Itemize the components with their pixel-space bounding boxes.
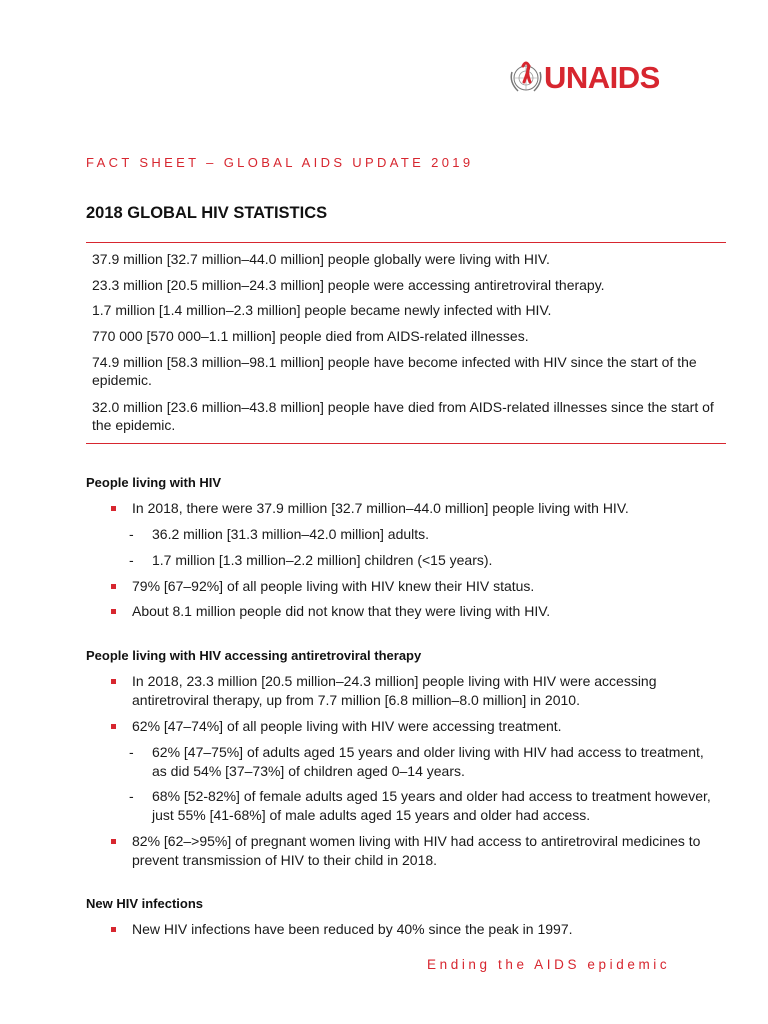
list-item: About 8.1 million people did not know that they were living with HIV. <box>132 603 551 619</box>
page-title: 2018 GLOBAL HIV STATISTICS <box>86 204 328 222</box>
sub-list-item: 68% [52-82%] of female adults aged 15 years and older had access to treatment however, just 55% [41-68%] of male adults aged 15 years and older had access. <box>152 788 711 823</box>
sub-list-item: 62% [47–75%] of adults aged 15 years and older living with HIV had access to treatment, as did 54% [37–73%] of children aged 0–14 years. <box>152 744 704 779</box>
list-item: 62% [47–74%] of all people living with HIV were accessing treatment. <box>132 718 562 734</box>
section-heading-art: People living with HIV accessing antiretroviral therapy <box>86 648 422 663</box>
stat-line: 1.7 million [1.4 million–2.3 million] people became newly infected with HIV. <box>92 302 552 318</box>
section-heading-living: People living with HIV <box>86 475 222 490</box>
sub-list-item: 1.7 million [1.3 million–2.2 million] children (<15 years). <box>152 552 493 568</box>
list-item: 79% [67–92%] of all people living with HIV knew their HIV status. <box>132 578 535 594</box>
bullet-icon <box>111 724 116 729</box>
list-item: In 2018, there were 37.9 million [32.7 million–44.0 million] people living with HIV. <box>132 500 629 516</box>
dash-marker: - <box>129 744 134 760</box>
unaids-logo <box>506 58 660 98</box>
list-item: New HIV infections have been reduced by 40% since the peak in 1997. <box>132 921 573 937</box>
list-item: In 2018, 23.3 million [20.5 million–24.3 million] people living with HIV were accessing antiretroviral therapy, up from 7.7 million [6.8 million–8.0 million] in 2010. <box>132 673 657 708</box>
section-heading-new-infections: New HIV infections <box>86 896 204 911</box>
bullet-icon <box>111 927 116 932</box>
bullet-icon <box>111 609 116 614</box>
footer-tagline: Ending the AIDS epidemic <box>427 957 671 972</box>
stat-line: 37.9 million [32.7 million–44.0 million] people globally were living with HIV. <box>92 251 550 267</box>
stat-line: 32.0 million [23.6 million–43.8 million] people have died from AIDS-related illnesses since the start of the epidemic. <box>92 399 714 433</box>
logo-wordmark: UNAIDS <box>544 60 660 95</box>
bullet-icon <box>111 584 116 589</box>
dash-marker: - <box>129 788 134 804</box>
fact-sheet-label: FACT SHEET – GLOBAL AIDS UPDATE 2019 <box>86 155 474 170</box>
bullet-icon <box>111 839 116 844</box>
stat-line: 74.9 million [58.3 million–98.1 million] people have become infected with HIV since the start of the epidemic. <box>92 354 697 388</box>
list-item: 82% [62–>95%] of pregnant women living with HIV had access to antiretroviral medicines to prevent transmission of HIV to their child in 2018. <box>132 833 701 868</box>
un-emblem-icon <box>506 58 546 98</box>
bullet-icon <box>111 506 116 511</box>
stat-line: 770 000 [570 000–1.1 million] people died from AIDS-related illnesses. <box>92 328 529 344</box>
sub-list-item: 36.2 million [31.3 million–42.0 million] adults. <box>152 526 430 542</box>
bullet-icon <box>111 679 116 684</box>
dash-marker: - <box>129 526 134 542</box>
stat-line: 23.3 million [20.5 million–24.3 million] people were accessing antiretroviral therapy. <box>92 277 605 293</box>
key-statistics-box <box>86 242 726 444</box>
dash-marker: - <box>129 552 134 568</box>
